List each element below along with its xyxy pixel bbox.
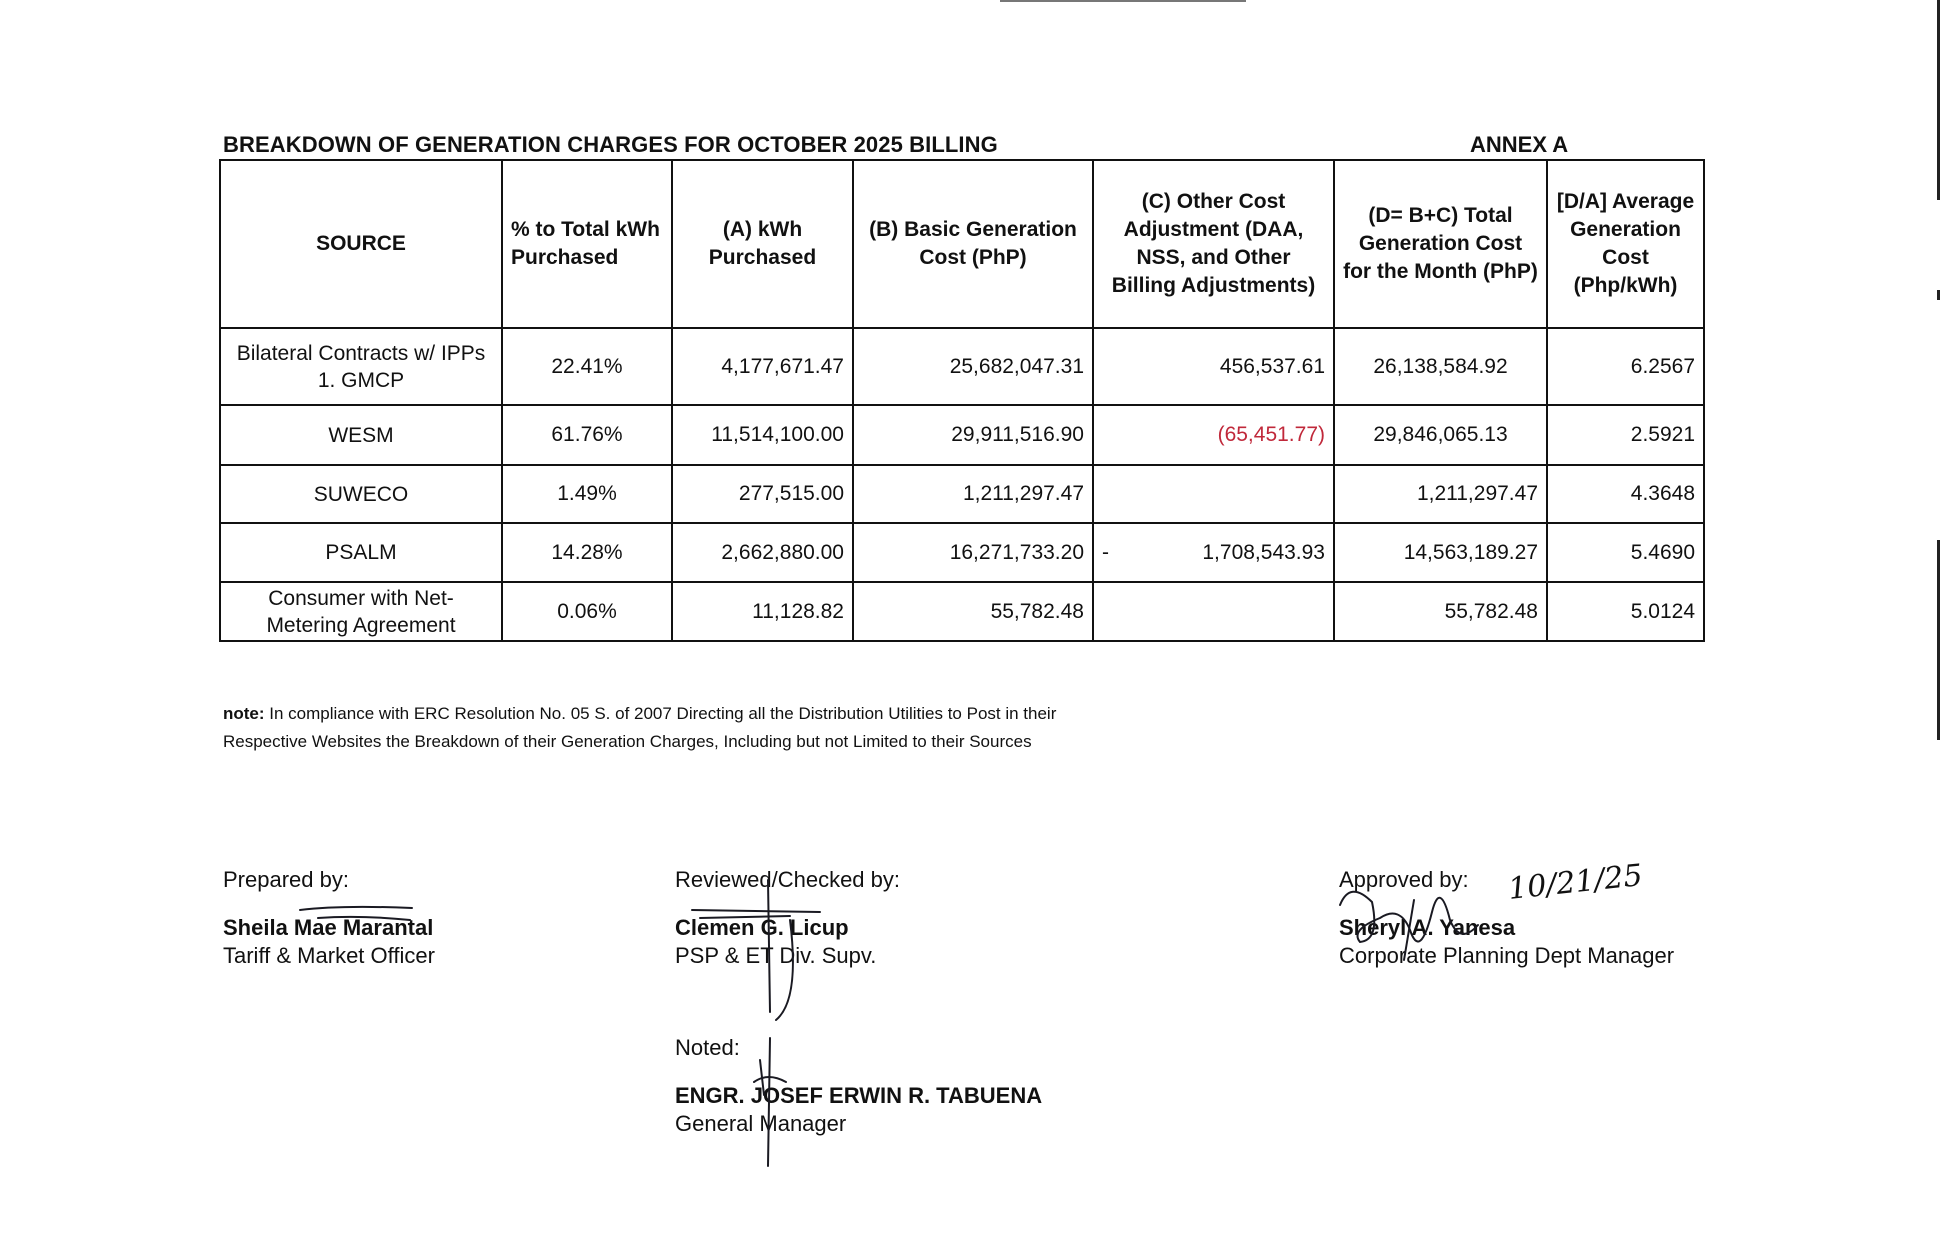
cell-total: 55,782.48 xyxy=(1334,582,1547,641)
noted-by-title: General Manager xyxy=(675,1111,847,1136)
cell-kwh: 2,662,880.00 xyxy=(672,523,853,582)
header-source: SOURCE xyxy=(220,160,502,328)
reviewed-by-name: Clemen G. Licup xyxy=(675,915,849,940)
prepared-by-name: Sheila Mae Marantal xyxy=(223,915,434,940)
cell-kwh: 11,514,100.00 xyxy=(672,405,853,465)
cell-avg: 5.4690 xyxy=(1547,523,1704,582)
cell-other-value: 1,708,543.93 xyxy=(1202,540,1325,564)
note-text-line2: Respective Websites the Breakdown of their Generation Charges, Including but not Limited to their Sources xyxy=(223,732,1032,751)
header-basic-cost: (B) Basic Generation Cost (PhP) xyxy=(853,160,1093,328)
cell-pct: 61.76% xyxy=(502,405,672,465)
cell-avg: 5.0124 xyxy=(1547,582,1704,641)
cell-total: 14,563,189.27 xyxy=(1334,523,1547,582)
reviewed-by-label: Reviewed/Checked by: xyxy=(675,867,901,892)
cell-source: PSALM xyxy=(220,523,502,582)
cell-pct: 14.28% xyxy=(502,523,672,582)
approved-handwritten-date: 10/21/25 xyxy=(1506,858,1645,907)
cell-source: Consumer with Net-Metering Agreement xyxy=(220,582,502,641)
cell-source: WESM xyxy=(220,405,502,465)
reviewed-signature-stroke xyxy=(700,916,790,918)
document-title: BREAKDOWN OF GENERATION CHARGES FOR OCTOBER 2025 BILLING xyxy=(223,132,998,157)
noted-by-label: Noted: xyxy=(675,1035,740,1060)
cell-basic: 29,911,516.90 xyxy=(853,405,1093,465)
cell-basic: 25,682,047.31 xyxy=(853,328,1093,405)
reviewed-signature-stroke xyxy=(692,910,820,912)
noted-by-name: ENGR. JOSEF ERWIN R. TABUENA xyxy=(675,1083,1043,1108)
cell-total: 29,846,065.13 xyxy=(1334,405,1547,465)
cell-kwh: 4,177,671.47 xyxy=(672,328,853,405)
cell-total: 26,138,584.92 xyxy=(1334,328,1547,405)
header-other-cost: (C) Other Cost Adjustment (DAA, NSS, and Other Billing Adjustments) xyxy=(1093,160,1334,328)
cell-total: 1,211,297.47 xyxy=(1334,465,1547,523)
header-avg-cost: [D/A] Average Generation Cost (Php/kWh) xyxy=(1547,160,1704,328)
approved-signature-stroke xyxy=(1404,900,1414,960)
negative-dash: - xyxy=(1102,540,1109,564)
cell-pct: 0.06% xyxy=(502,582,672,641)
approved-by-label: Approved by: xyxy=(1339,867,1469,892)
cell-kwh: 277,515.00 xyxy=(672,465,853,523)
prepared-by-title: Tariff & Market Officer xyxy=(223,943,435,968)
prepared-signature-stroke xyxy=(318,917,410,920)
cell-source: Bilateral Contracts w/ IPPs 1. GMCP xyxy=(220,328,502,405)
cell-pct: 22.41% xyxy=(502,328,672,405)
cell-basic: 1,211,297.47 xyxy=(853,465,1093,523)
prepared-signature-stroke xyxy=(300,907,412,910)
header-pct-kwh: % to Total kWh Purchased xyxy=(502,160,672,328)
cell-other: (65,451.77) xyxy=(1093,405,1334,465)
cell-pct: 1.49% xyxy=(502,465,672,523)
cell-basic: 55,782.48 xyxy=(853,582,1093,641)
approved-by-name: Sheryl A. Yanesa xyxy=(1339,915,1516,940)
cell-avg: 2.5921 xyxy=(1547,405,1704,465)
cell-source: SUWECO xyxy=(220,465,502,523)
prepared-by-label: Prepared by: xyxy=(223,867,349,892)
note-text-line1: In compliance with ERC Resolution No. 05 S. of 2007 Directing all the Distribution Utilities to Post in their xyxy=(269,704,1057,723)
cell-basic: 16,271,733.20 xyxy=(853,523,1093,582)
note-label: note: xyxy=(223,704,265,723)
reviewed-signature-stroke xyxy=(768,880,770,1012)
approved-by-title: Corporate Planning Dept Manager xyxy=(1339,943,1675,968)
header-total-cost: (D= B+C) Total Generation Cost for the Month (PhP) xyxy=(1334,160,1547,328)
noted-signature-stroke xyxy=(768,1038,770,1166)
reviewed-by-title: PSP & ET Div. Supv. xyxy=(675,943,877,968)
cell-avg: 4.3648 xyxy=(1547,465,1704,523)
cell-avg: 6.2567 xyxy=(1547,328,1704,405)
cell-other: 456,537.61 xyxy=(1093,328,1334,405)
reviewed-signature-stroke xyxy=(776,920,793,1020)
annex-label: ANNEX A xyxy=(1470,132,1569,157)
cell-kwh: 11,128.82 xyxy=(672,582,853,641)
header-kwh-purchased: (A) kWh Purchased xyxy=(672,160,853,328)
